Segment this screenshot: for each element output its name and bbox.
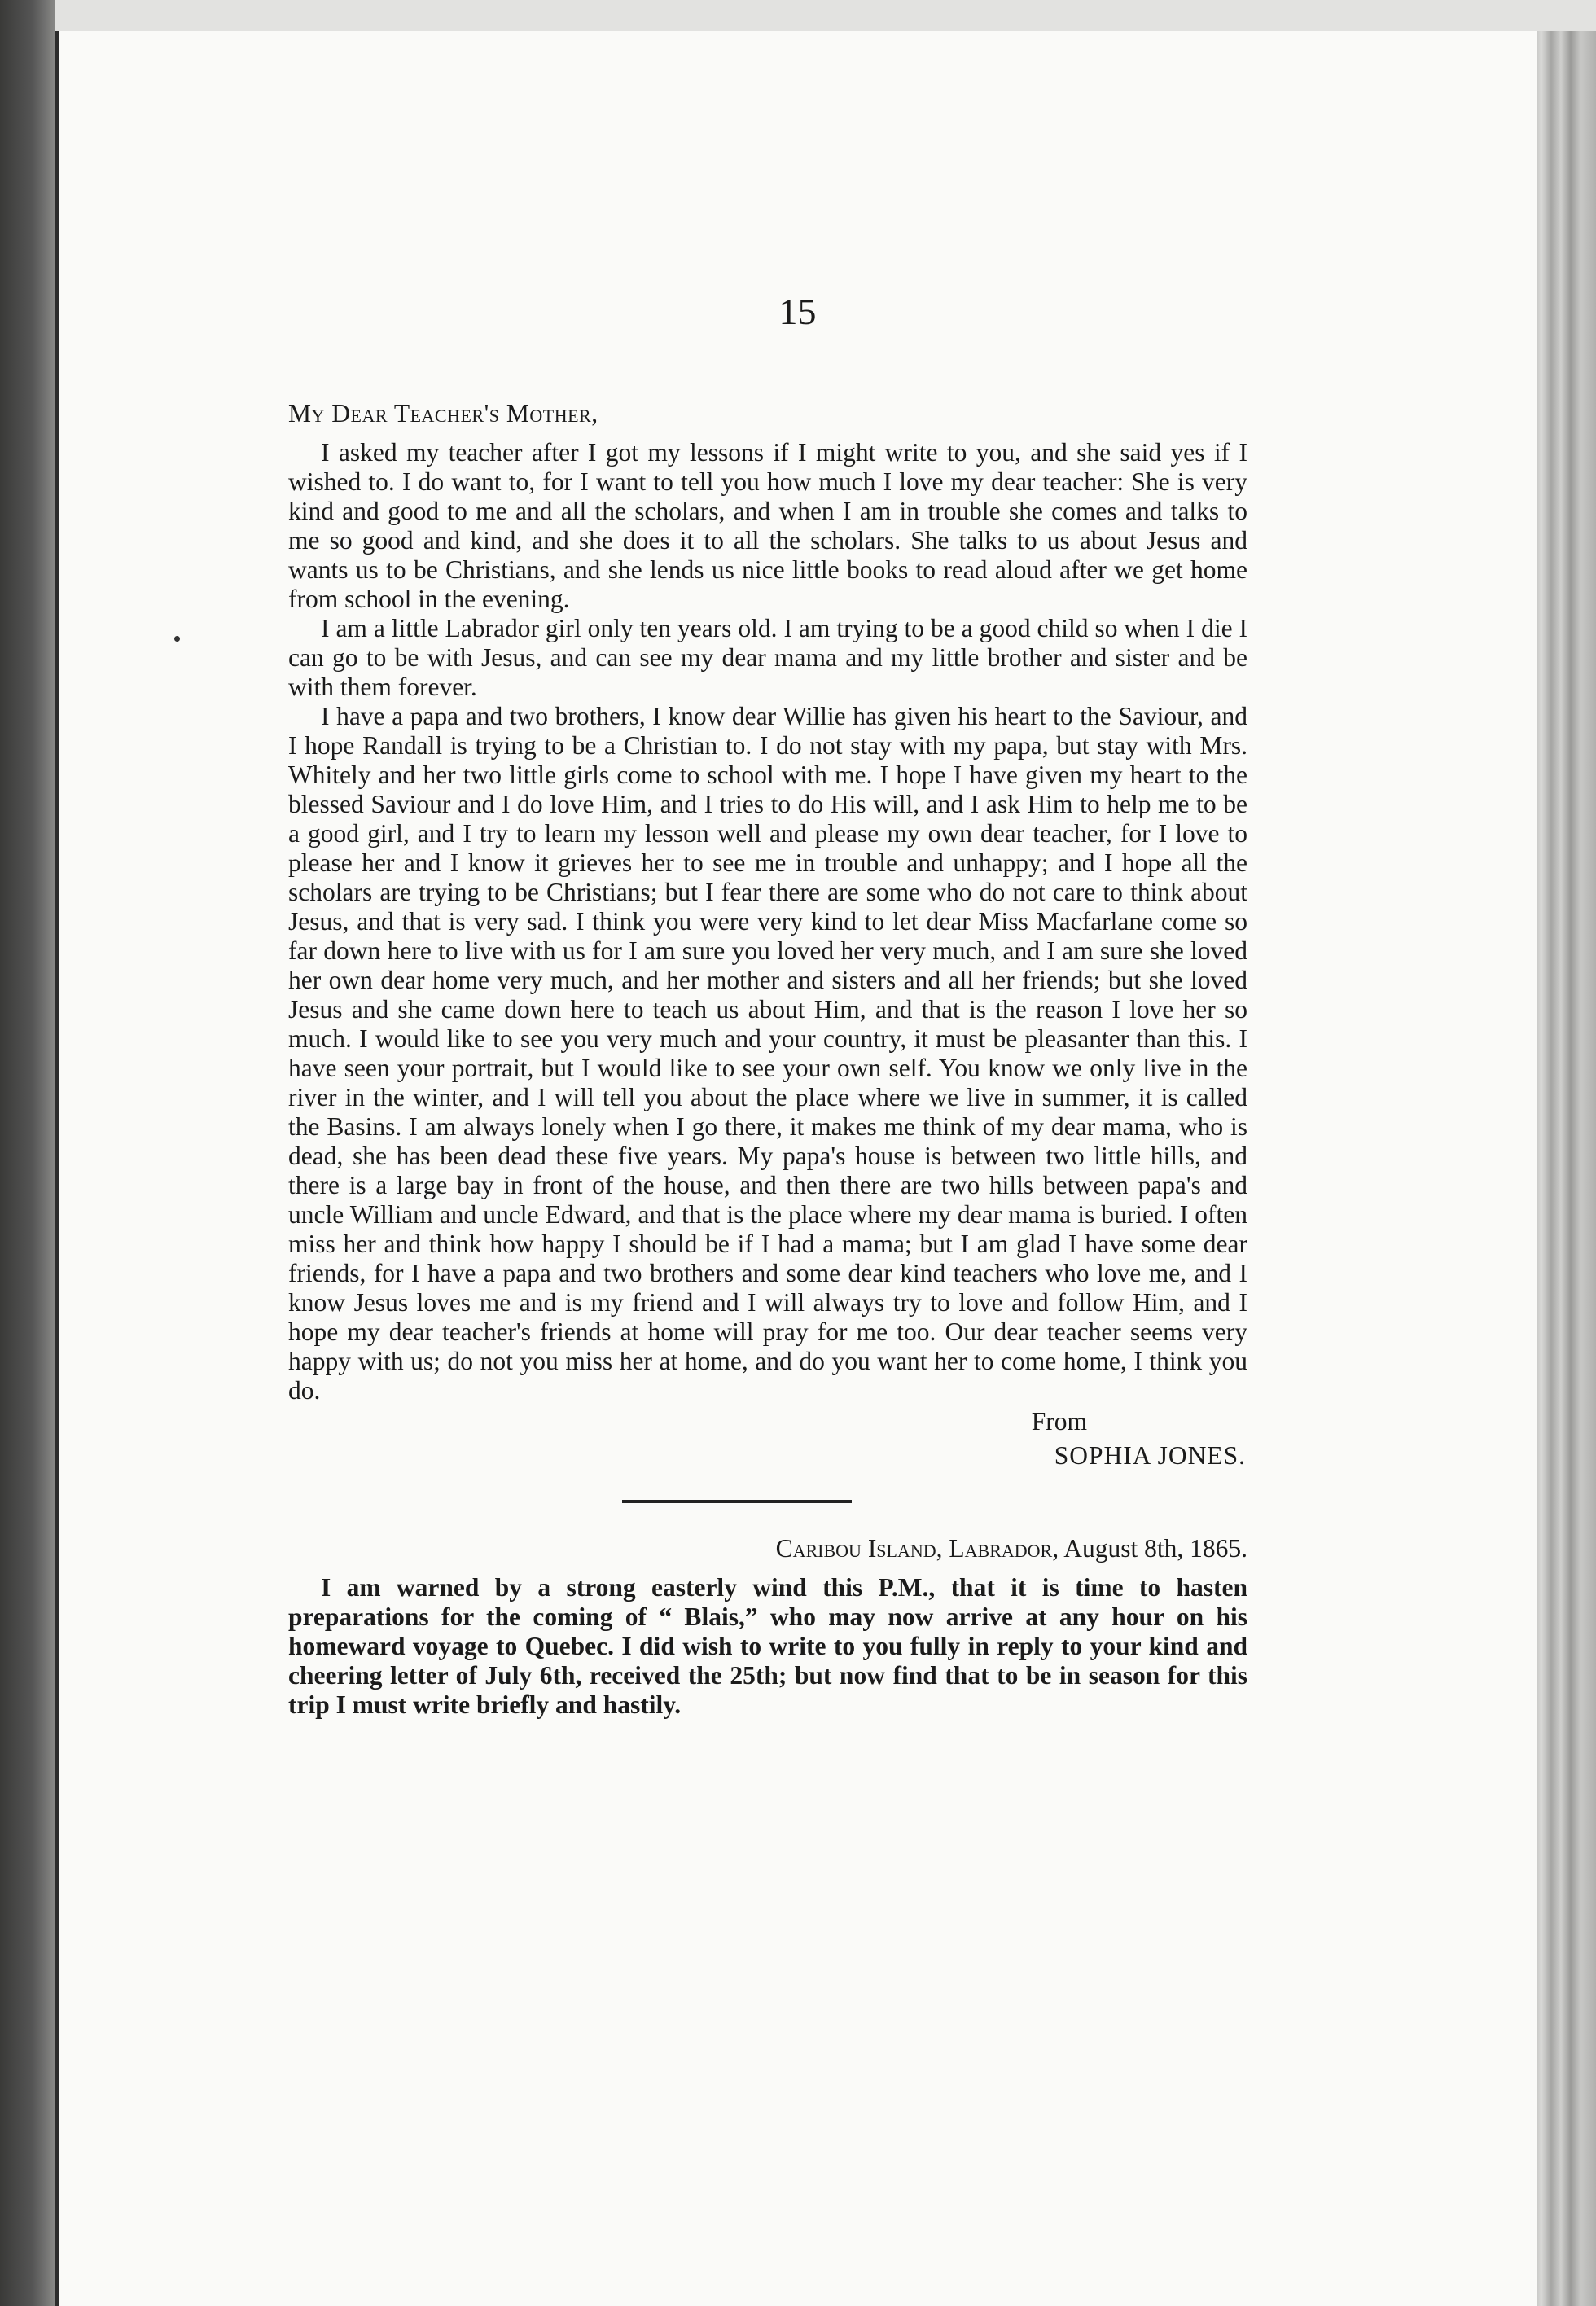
from-label: From	[1031, 1407, 1087, 1436]
scan-top-margin	[55, 0, 1596, 31]
page-edge-stack	[1533, 31, 1596, 2306]
scan-left-binding	[0, 0, 55, 2306]
paragraph-1: I asked my teacher after I got my lessons if I might write to you, and she said yes if I wished to. I do want to, for I want to tell you how much I love my dear teacher: She is very kind and good to me and all the scholars, and when I am in trouble she comes and talks to me so good and kind, and she does it to all the scholars. She talks to us about Jesus and wants us to be Christians, and she lends us nice little books to read aloud after we get home from school in the evening.	[288, 438, 1247, 613]
letter-body	[288, 399, 1247, 1720]
second-letter-paragraph: I am warned by a strong easterly wind this P.M., that it is time to hasten preparations for the coming of “ Blais,” who may now arrive at any hour on his homeward voyage to Quebec. I did wish to write to you fully in reply to your kind and cheering letter of July 6th, received the 25th; but now find that to be in season for this trip I must write briefly and hastily.	[288, 1573, 1247, 1719]
book-page	[55, 31, 1537, 2306]
paragraph-2: I am a little Labrador girl only ten years old. I am trying to be a good child so when I die I can go to be with Jesus, and can see my dear mama and my little brother and sister and be with them forever.	[288, 614, 1247, 701]
margin-dot	[174, 636, 180, 642]
page-number: 15	[778, 291, 817, 332]
section-divider	[622, 1500, 852, 1503]
dateline	[288, 1534, 1247, 1563]
salutation: My Dear Teacher's Mother,	[288, 399, 598, 427]
dateline-date: August 8th, 1865.	[1063, 1534, 1247, 1563]
paragraph-3: I have a papa and two brothers, I know dear Willie has given his heart to the Saviour, and I hope Randall is trying to be a Christian to. I do not stay with my papa, but stay with Mrs. Whitely and her two little girls come to school with me. I hope I have given my heart to the blessed Saviour and I do love Him, and I tries to do His will, and I ask Him to help me to be a good girl, and I try to learn my lesson well and please my own dear teacher, for I love to please her and I know it grieves her to see me in trouble and unhappy; and I hope all the scholars are trying to be Christians; but I fear there are some who do not care to think about Jesus, and that is very sad. I think you were very kind to let dear Miss Macfarlane come so far down here to live with us for I am sure you loved her very much, and I am sure she loved her own dear home very much, and her mother and sisters and all her friends; but she loved Jesus and she came down here to teach us about Him, and that is the reason I love her so much. I would like to see you very much and your country, it must be pleasanter than this. I have seen your portrait, but I would like to see your own self. You know we only live in the river in the winter, and I will tell you about the place where we live in summer, it is called the Basins. I am always lonely when I go there, it makes me think of my dear mama, who is dead, she has been dead these five years. My papa's house is between two little hills, and there is a large bay in front of the house, and then there are two hills between papa's and uncle William and uncle Edward, and that is the place where my dear mama is buried. I often miss her and think how happy I should be if I had a mama; but I am glad I have some dear friends, for I have a papa and two brothers and some dear kind teachers who love me, and I know Jesus loves me and is my friend and I will always try to love and follow Him, and I hope my dear teacher's friends at home will pray for me too. Our dear teacher seems very happy with us; do not you miss her at home, and do you want her to come home, I think you do.	[288, 702, 1247, 1405]
signature: SOPHIA JONES.	[1054, 1441, 1246, 1470]
dateline-place: Caribou Island, Labrador,	[775, 1534, 1059, 1563]
